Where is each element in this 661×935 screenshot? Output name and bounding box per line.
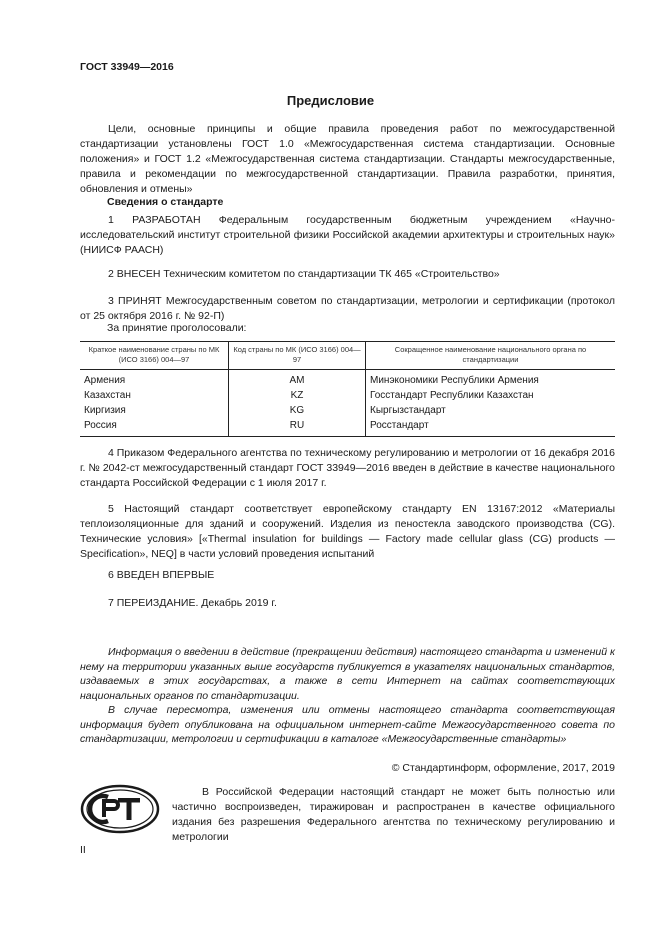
rst-logo-icon — [80, 784, 160, 834]
body-cell: Минэкономики Республики Армения — [366, 370, 616, 389]
country-cell: Казахстан — [84, 390, 131, 401]
document-code: ГОСТ 33949—2016 — [80, 61, 174, 73]
code-cell: KZ — [229, 388, 366, 403]
column-header-body: Сокращенное наименование национального органа по стандартизации — [366, 342, 616, 370]
item-6-introduced: 6 ВВЕДЕН ВПЕРВЫЕ — [108, 569, 215, 581]
code-cell: KG — [229, 403, 366, 418]
item-7-reissue: 7 ПЕРЕИЗДАНИЕ. Декабрь 2019 г. — [108, 597, 277, 609]
code-cell: AM — [229, 370, 366, 389]
page-title: Предисловие — [286, 93, 375, 108]
table-row — [80, 418, 615, 437]
item-1-developed-by: 1 РАЗРАБОТАН Федеральным государственным бюджетным учреждением «Научно-исследовательский институт строительной физики Российской академии архитектуры и строительных наук» (НИИСФ РААСН) — [80, 214, 615, 256]
table-row — [80, 370, 615, 389]
page-number: II — [80, 844, 86, 856]
copyright-line: © Стандартинформ, оформление, 2017, 2019 — [391, 762, 615, 774]
table-row — [80, 388, 615, 403]
rst-logo — [80, 784, 160, 839]
code-cell: RU — [229, 418, 366, 437]
country-cell: Киргизия — [84, 405, 126, 416]
rf-notice-text: В Российской Федерации настоящий стандарт не может быть полностью или частично воспроизведен, тиражирован и распространен в качестве официального издания без разрешения Федерального агентства по техническому регулированию и метрологии — [172, 786, 615, 843]
info-paragraph-2: В случае пересмотра, изменения или отмены настоящего стандарта соответствующая информация будет опубликована на официальном интернет-сайте Межгосударственного совета по стандартизации, метрологии и сертификации в каталоге «Межгосударственные стандарты» — [80, 704, 615, 745]
column-header-country: Краткое наименование страны по МК (ИСО 3166) 004—97 — [80, 342, 229, 370]
table-row — [80, 403, 615, 418]
country-cell: Армения — [84, 375, 126, 386]
voting-table — [80, 341, 615, 437]
body-cell: Росстандарт — [366, 418, 616, 437]
rf-notice — [172, 785, 615, 845]
item-4-order: 4 Приказом Федерального агентства по техническому регулированию и метрологии от 16 декабря 2016 г. № 2042-ст межгосударственный стандарт ГОСТ 33949—2016 введен в действие в качестве национального стандарта Российской Федерации с 1 июля 2017 г. — [80, 447, 615, 489]
column-header-code: Код страны по МК (ИСО 3166) 004—97 — [229, 342, 366, 370]
intro-paragraph: Цели, основные принципы и общие правила проведения работ по межгосударственной стандартизации установлены ГОСТ 1.0 «Межгосударственная система стандартизации. Основные положения» и ГОСТ 1.2 «Межгосударственная система стандартизации. Стандарты межгосударственные, правила и рекомендации по межгосударственной стандартизации. Правила разработки, принятия, обновления и отмены» — [80, 123, 615, 195]
body-cell: Госстандарт Республики Казахстан — [366, 388, 616, 403]
country-cell: Россия — [80, 418, 229, 437]
item-3-adopted-by: 3 ПРИНЯТ Межгосударственным советом по стандартизации, метрологии и сертификации (протокол от 25 октября 2016 г. № 92-П) — [80, 295, 615, 322]
info-block — [80, 645, 615, 747]
section-subtitle: Сведения о стандарте — [107, 196, 224, 208]
info-paragraph-1: Информация о введении в действие (прекращении действия) настоящего стандарта и изменений к нему на территории указанных выше государств публикуется в указателях национальных стандартов, издаваемых в этих государствах, а также в сети Интернет на сайтах соответствующих национальных органов по стандартизации. — [80, 646, 615, 702]
voted-label: За принятие проголосовали: — [107, 322, 247, 334]
item-5-compliance: 5 Настоящий стандарт соответствует европейскому стандарту EN 13167:2012 «Материалы теплоизоляционные для зданий и сооружений. Изделия из пеностекла заводского производства (CG). Технические условия» [«Thermal insulation for buildings — Factory made cellular glass (CG) products — Specification», NEQ] в части условий проведения испытаний — [80, 503, 615, 560]
item-2-submitted-by: 2 ВНЕСЕН Техническим комитетом по стандартизации ТК 465 «Строительство» — [108, 268, 500, 280]
body-cell: Кыргызстандарт — [366, 403, 616, 418]
table-header-row — [80, 342, 615, 370]
